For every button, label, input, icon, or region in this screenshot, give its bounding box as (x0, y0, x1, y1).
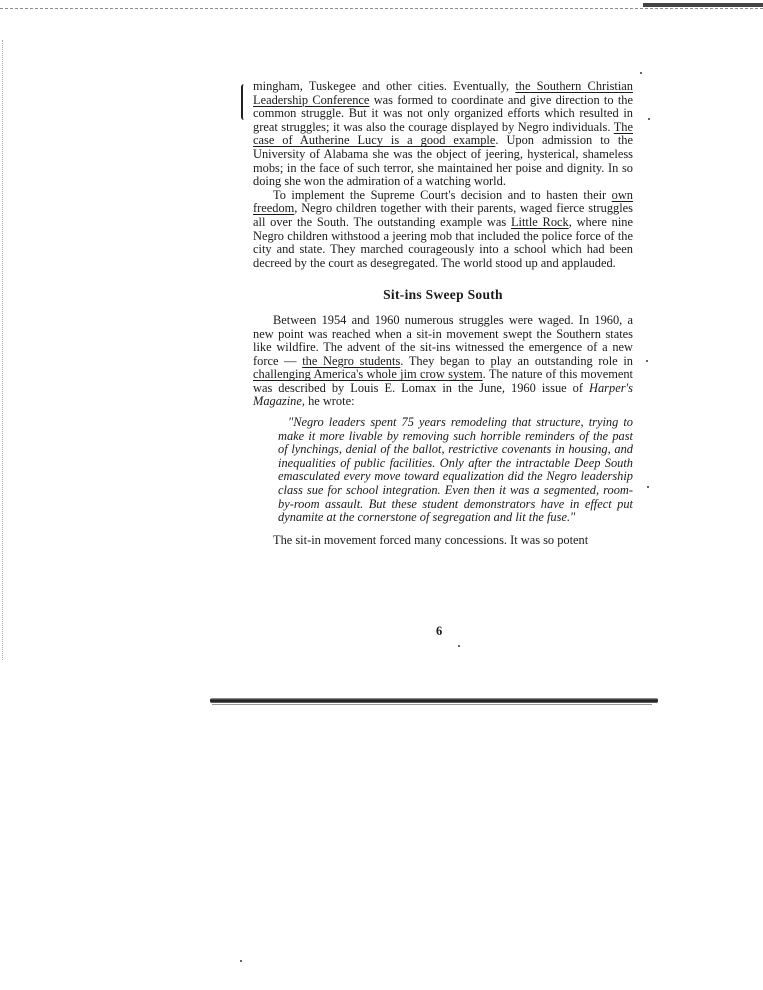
underline-own-freedom: own freedom (253, 187, 633, 216)
scan-speck (458, 645, 460, 647)
bottom-rule-shadow (212, 704, 652, 705)
paragraph-1: mingham, Tuskegee and other cities. Eventually, the Southern Christian Leadership Conference was formed to coordinate and give direction to the common struggle. But it was not only organized efforts which resulted in great struggles; it was also the courage displayed by Negro individuals. The case of Autherine Lucy is a good example. Upon admission to the University of Alabama she was the object of jeering, hysterical, shameless mobs; in the face of such terror, she maintained her poise and dignity. In so doing she won the admiration of a watching world. (253, 79, 633, 189)
document-text-column (253, 80, 633, 547)
block-quote: "Negro leaders spent 75 years remodeling that structure, trying to make it more livable by removing such horrible reminders of the past of lynchings, denial of the ballot, restrictive covenants in housing, and inequalities of public facilities. Only after the intractable Deep South emasculated every move toward equalization did the Negro leadership class sue for school integration. Even then it was a segmented, room-by-room assault. But these student demonstrators have in effect put dynamite at the cornerstone of segregation and lit the fuse." (278, 415, 633, 525)
paragraph-3: Between 1954 and 1960 numerous struggles were waged. In 1960, a new point was reached when a sit-in movement swept the Southern states like wildfire. The advent of the sit-ins witnessed the emergence of a new force — the Negro students. They began to play an outstanding role in challenging America's whole jim crow system. The nature of this movement was described by Louis E. Lomax in the June, 1960 issue of Harper's Magazine, he wrote: (253, 312, 633, 409)
bottom-rule (210, 698, 658, 703)
scan-speck (647, 486, 649, 488)
magazine-title: Harper's Magazine (253, 380, 633, 409)
underline-jim-crow: challenging America's whole jim crow system (253, 367, 483, 382)
left-scan-edge (2, 40, 4, 660)
top-border-dark-segment (643, 3, 763, 7)
underline-sclc: the Southern Christian Leadership Conference (253, 79, 633, 107)
scan-speck (648, 118, 650, 120)
margin-bracket-mark (241, 84, 249, 120)
scan-speck (646, 360, 648, 362)
underline-little-rock: Little Rock (510, 214, 569, 229)
scan-speck (240, 960, 242, 962)
paragraph-2: To implement the Supreme Court's decision and to hasten their own freedom, Negro children together with their parents, waged fierce struggles all over the South. The outstanding example was Little Rock, where nine Negro children withstood a jeering mob that included the police force of the city and state. They marched courageously into a school which had been decreed by the court as desegregated. The world stood up and applauded. (253, 187, 633, 270)
section-heading: Sit-ins Sweep South (383, 287, 503, 303)
scan-speck (640, 72, 642, 74)
underline-autherine-lucy: The case of Autherine Lucy is a good example (253, 119, 633, 148)
paragraph-4: The sit-in movement forced many concessions. It was so potent (273, 532, 589, 547)
underline-negro-students: the Negro students (302, 353, 401, 368)
